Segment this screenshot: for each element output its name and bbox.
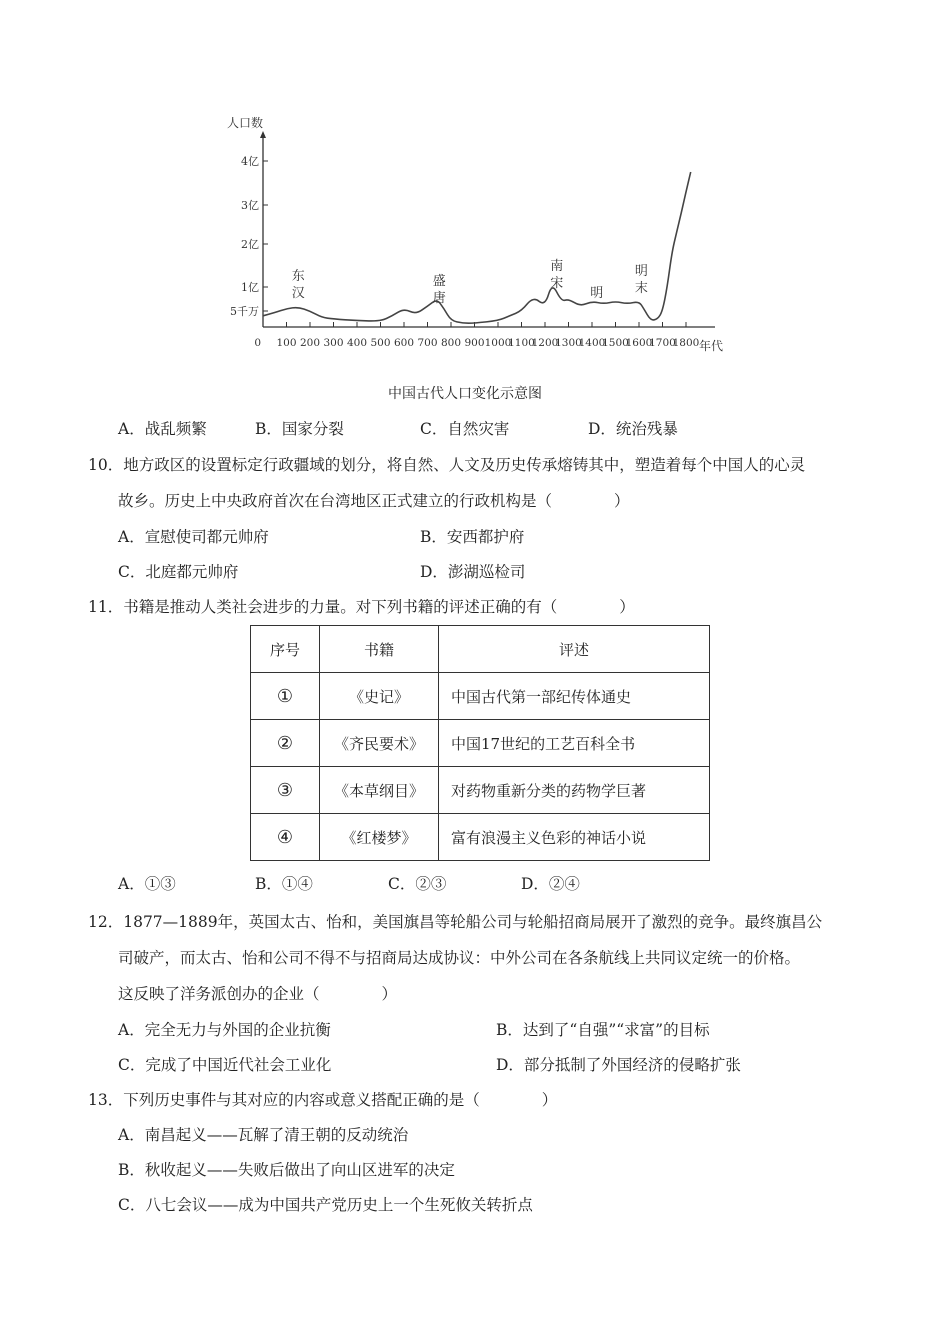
q12-stem-line2: 司破产，而太古、怡和公司不得不与招商局达成协议：中外公司在各条航线上共同议定统一的价格。: [118, 949, 801, 967]
x-tick-label: 200: [299, 337, 321, 349]
table-row: [251, 673, 710, 720]
x-tick-label: 1500: [602, 337, 629, 349]
q13-option-c[interactable]: C．八七会议——成为中国共产党历史上一个生死攸关转折点: [118, 1196, 533, 1214]
row-review: 富有浪漫主义色彩的神话小说: [439, 814, 710, 861]
chart-annotation: 盛: [432, 274, 446, 289]
x-tick-label: 600: [393, 337, 415, 349]
row-book: 《齐民要术》: [320, 720, 439, 767]
y-axis-arrow: [260, 131, 266, 138]
x-tick-label: 1700: [649, 337, 676, 349]
q13-stem: 13．下列历史事件与其对应的内容或意义搭配正确的是（ ）: [88, 1091, 558, 1109]
chart-caption: 中国古代人口变化示意图: [388, 386, 542, 402]
q9-option-b[interactable]: B．国家分裂: [255, 420, 344, 438]
row-review: 中国17世纪的工艺百科全书: [439, 720, 710, 767]
row-review: 中国古代第一部纪传体通史: [439, 673, 710, 720]
x-tick-label: 1000: [484, 337, 512, 349]
row-review: 对药物重新分类的药物学巨著: [439, 767, 710, 814]
q11-option-a[interactable]: A．①③: [118, 875, 176, 893]
q12-stem-line3: 这反映了洋务派创办的企业（ ）: [118, 985, 398, 1003]
x-tick-label: 800: [440, 337, 462, 349]
x-tick-label: 300: [323, 337, 344, 349]
row-book: 《红楼梦》: [320, 814, 439, 861]
table-header-row: [251, 626, 710, 673]
q12-option-b[interactable]: B．达到了“自强”“求富”的目标: [496, 1021, 710, 1039]
q10-option-c[interactable]: C．北庭都元帅府: [118, 563, 239, 581]
population-chart: [215, 105, 735, 355]
chart-annotation: 汉: [291, 286, 305, 301]
table-row: [251, 720, 710, 767]
x-tick-label: 500: [370, 337, 391, 349]
q13-option-a[interactable]: A．南昌起义——瓦解了清王朝的反动统治: [118, 1126, 409, 1144]
row-index: ①: [251, 673, 320, 720]
x-tick-label: 1800: [672, 337, 700, 349]
chart-annotation: 东: [291, 269, 305, 284]
q12-option-a[interactable]: A．完全无力与外国的企业抗衡: [118, 1021, 331, 1039]
row-index: ④: [251, 814, 320, 861]
x-tick-label: 1400: [578, 337, 606, 349]
q10-stem-line1: 10．地方政区的设置标定行政疆域的划分，将自然、人文及历史传承熔铸其中，塑造着每个中国人的心灵: [88, 456, 806, 474]
header-index: 序号: [251, 626, 320, 673]
q12-option-d[interactable]: D．部分抵制了外国经济的侵略扩张: [496, 1056, 741, 1074]
q11-option-d[interactable]: D．②④: [521, 875, 580, 893]
x-tick-label: 1300: [555, 337, 582, 349]
q10-option-b[interactable]: B．安西都护府: [420, 528, 525, 546]
books-table: [250, 625, 710, 861]
table-row: [251, 767, 710, 814]
q9-option-d[interactable]: D．统治残暴: [588, 420, 678, 438]
x-tick-label: 100: [276, 337, 297, 349]
y-axis-label: 人口数: [227, 116, 264, 130]
x-tick-label: 1200: [531, 337, 559, 349]
y-tick-label: 1亿: [241, 281, 259, 294]
row-index: ③: [251, 767, 320, 814]
row-index: ②: [251, 720, 320, 767]
y-tick-label: 5千万: [230, 305, 259, 318]
q12-stem-line1: 12．1877—1889年，英国太古、怡和，美国旗昌等轮船公司与轮船招商局展开了激烈的竞争。最终旗昌公: [88, 913, 823, 931]
q9-option-a[interactable]: A．战乱频繁: [118, 420, 207, 438]
row-book: 《史记》: [320, 673, 439, 720]
table-row: [251, 814, 710, 861]
q10-stem-line2: 故乡。历史上中央政府首次在台湾地区正式建立的行政机构是（ ）: [118, 492, 630, 510]
chart-annotation: 唐: [432, 291, 446, 306]
x-tick-label: 0: [254, 337, 261, 349]
row-book: 《本草纲目》: [320, 767, 439, 814]
chart-annotation: 宋: [550, 276, 564, 291]
y-tick-label: 2亿: [241, 238, 259, 251]
header-book: 书籍: [320, 626, 439, 673]
chart-annotation: 末: [634, 281, 648, 296]
x-tick-label: 1100: [508, 337, 535, 349]
chart-annotation: 南: [550, 259, 564, 274]
q12-option-c[interactable]: C．完成了中国近代社会工业化: [118, 1056, 332, 1074]
q11-option-b[interactable]: B．①④: [255, 875, 313, 893]
q11-option-c[interactable]: C．②③: [388, 875, 447, 893]
chart-annotation: 明: [634, 264, 648, 279]
chart-annotation: 明: [590, 286, 604, 301]
header-review: 评述: [439, 626, 710, 673]
q10-option-a[interactable]: A．宣慰使司都元帅府: [118, 528, 269, 546]
y-tick-label: 3亿: [241, 199, 259, 212]
q13-option-b[interactable]: B．秋收起义——失败后做出了向山区进军的决定: [118, 1161, 455, 1179]
x-axis-label: 年代: [699, 339, 724, 353]
x-tick-label: 400: [346, 337, 368, 349]
x-tick-label: 900: [464, 337, 485, 349]
population-line: [263, 172, 691, 323]
y-tick-label: 4亿: [241, 155, 259, 168]
x-tick-label: 1600: [625, 337, 653, 349]
q9-option-c[interactable]: C．自然灾害: [420, 420, 510, 438]
q11-stem: 11．书籍是推动人类社会进步的力量。对下列书籍的评述正确的有（ ）: [88, 598, 635, 616]
x-tick-label: 700: [417, 337, 438, 349]
q10-option-d[interactable]: D．澎湖巡检司: [420, 563, 526, 581]
